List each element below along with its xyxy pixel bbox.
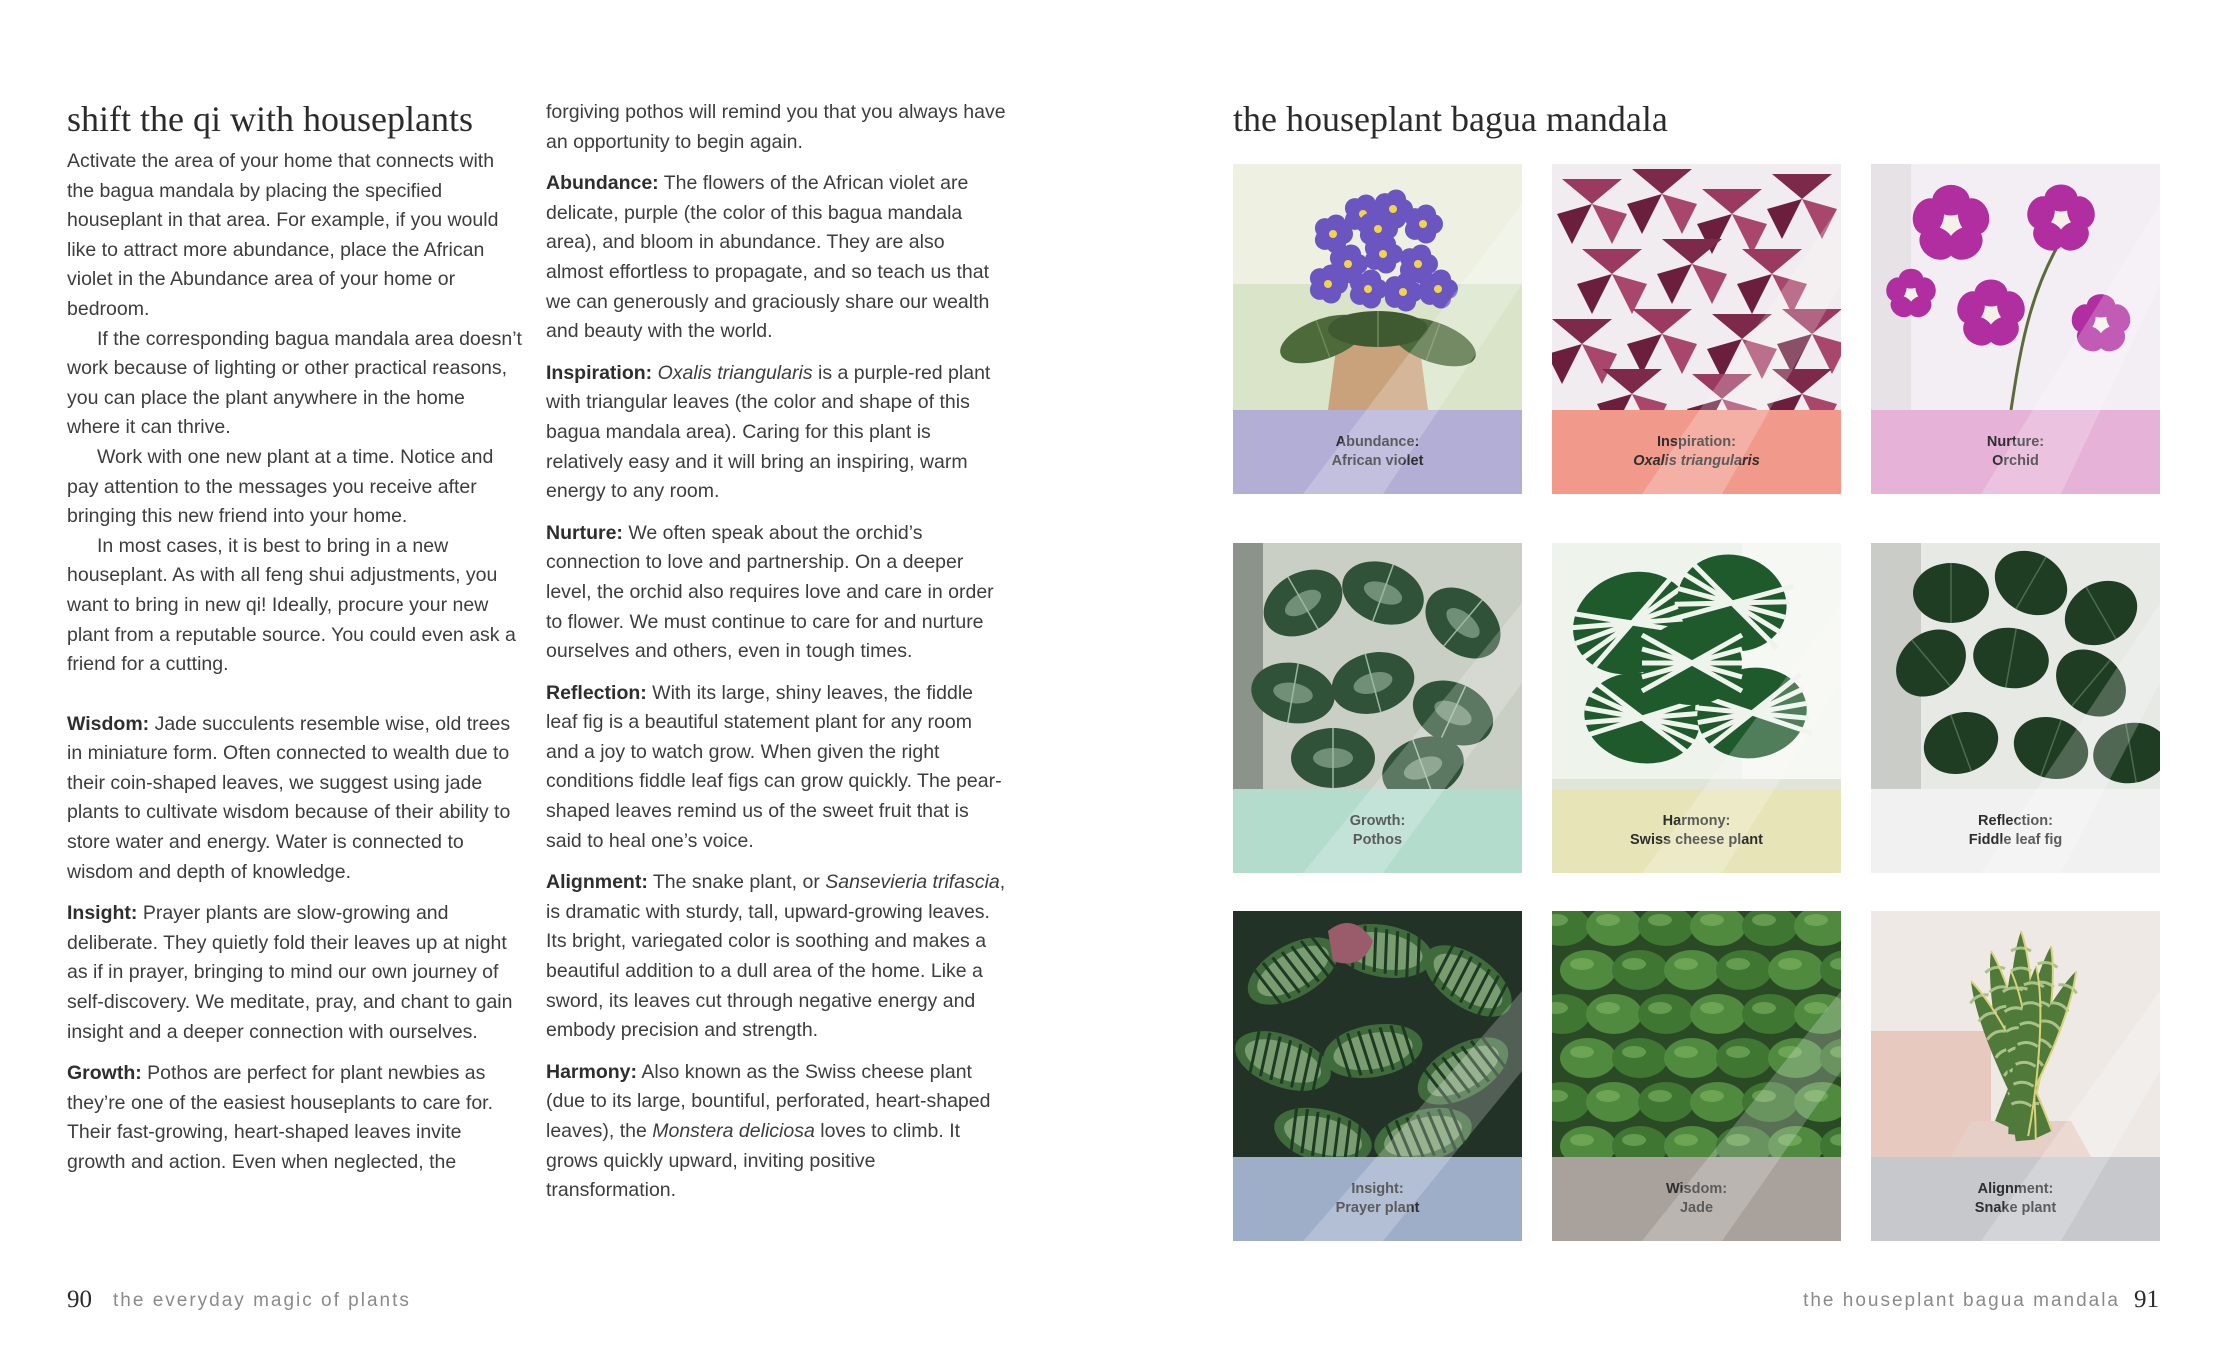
bagua-plant-label: Jade xyxy=(1679,1200,1714,1216)
bagua-plant-label: Pothos xyxy=(1352,832,1403,848)
prayer-plant-photo xyxy=(1233,911,1522,1157)
growth-continued-paragraph: forgiving pothos will remind you that you always have an opportunity to begin again. xyxy=(546,101,1006,153)
bagua-area-label: Reflection: xyxy=(1978,813,2053,829)
bagua-area-label: Insight: xyxy=(1351,1181,1404,1197)
right-running-footer: the houseplant bagua mandala xyxy=(1803,1290,2120,1311)
bagua-plant-label: Snake plant xyxy=(1974,1200,2057,1216)
bagua-tile-snake-plant xyxy=(1871,911,2160,1241)
right-page-title: the houseplant bagua mandala xyxy=(1233,99,1668,139)
bagua-area-label: Nurture: xyxy=(1986,434,2045,450)
one-plant-paragraph: Work with one new plant at a time. Notice and pay attention to the messages you receive after bringing this new friend into your home. xyxy=(67,445,494,528)
lighting-paragraph: If the corresponding bagua mandala area doesn’t work because of lighting or other practical reasons, you can place the plant anywhere in the home where it can thrive. xyxy=(67,327,522,439)
intro-paragraph: Activate the area of your home that connects with the bagua mandala by placing the specified houseplant in that area. For example, if you would like to attract more abundance, place the African violet in the Abundance area of your home or bedroom. xyxy=(67,150,499,320)
bagua-label-band xyxy=(1233,410,1522,494)
bagua-tile-monstera xyxy=(1552,543,1841,873)
bagua-area-label: Alignment: xyxy=(1977,1181,2054,1197)
orchid-photo xyxy=(1871,164,2160,410)
fiddle-leaf-fig-photo xyxy=(1871,543,2160,789)
bagua-plant-label: Fiddle leaf fig xyxy=(1968,832,2063,848)
new-qi-paragraph: In most cases, it is best to bring in a new houseplant. As with all feng shui adjustments, you want to bring in new qi! Ideally, procure your new plant from a reputable source. You could even ask a friend for a cutting. xyxy=(67,534,516,676)
bagua-plant-label: African violet xyxy=(1331,453,1424,469)
alignment-paragraph: Alignment: The snake plant, or Sansevieria trifascia, is dramatic with sturdy, tall, upward-growing leaves. Its bright, variegated color is soothing and makes a beautiful addition to a dull area of the home. Like a sword, its leaves cut through negative energy and embody precision and strength. xyxy=(546,871,1006,1042)
text-column-2 xyxy=(546,98,1006,1206)
snake-plant-photo xyxy=(1871,911,2160,1157)
left-page-number: 90 xyxy=(67,1286,92,1313)
african-violet-photo xyxy=(1233,164,1522,410)
bagua-label-band xyxy=(1871,1157,2160,1241)
nurture-paragraph: Nurture: We often speak about the orchid’s connection to love and partnership. On a deeper level, the orchid also requires love and care in order to flower. We must continue to care for and nurture ourselves and others, even in tough times. xyxy=(546,521,994,663)
abundance-paragraph: Abundance: The flowers of the African violet are delicate, purple (the color of this bagua mandala area), and bloom in abundance. They are also almost effortless to propagate, and so teach us that we can generously and graciously share our wealth and beauty with the world. xyxy=(546,172,990,343)
monstera-photo xyxy=(1552,543,1841,789)
bagua-label-band xyxy=(1233,789,1522,873)
bagua-tile-jade xyxy=(1552,911,1841,1241)
right-page-number: 91 xyxy=(2134,1286,2159,1313)
bagua-label-band xyxy=(1871,789,2160,873)
bagua-area-label: Abundance: xyxy=(1335,434,1420,450)
bagua-label-band xyxy=(1552,789,1841,873)
bagua-plant-label: Oxalis triangularis xyxy=(1633,453,1760,469)
growth-paragraph: Growth: Pothos are perfect for plant newbies as they’re one of the easiest houseplants to care for. Their fast-growing, heart-shaped leaves invite growth and action. Even when neglected, the xyxy=(67,1062,494,1173)
bagua-tile-orchid xyxy=(1871,164,2160,494)
bagua-area-label: Growth: xyxy=(1349,813,1406,829)
text-column-1 xyxy=(67,147,522,1178)
bagua-plant-label: Swiss cheese plant xyxy=(1630,832,1763,848)
bagua-label-band xyxy=(1871,410,2160,494)
bagua-label-band xyxy=(1233,1157,1522,1241)
insight-paragraph: Insight: Prayer plants are slow-growing and deliberate. They quietly fold their leaves up at night as if in prayer, bringing to mind our own journey of self-discovery. We meditate, pray, and chant to gain insight and a deeper connection with ourselves. xyxy=(67,902,513,1043)
bagua-area-label: Wisdom: xyxy=(1665,1181,1728,1197)
bagua-area-label: Inspiration: xyxy=(1657,434,1736,450)
bagua-tile-african-violet xyxy=(1233,164,1522,494)
bagua-plant-label: Prayer plant xyxy=(1335,1200,1420,1216)
bagua-tile-prayer-plant xyxy=(1233,911,1522,1241)
bagua-label-band xyxy=(1552,1157,1841,1241)
jade-photo xyxy=(1552,911,1841,1157)
bagua-tile-fiddle-leaf-fig xyxy=(1871,543,2160,873)
wisdom-paragraph: Wisdom: Jade succulents resemble wise, old trees in miniature form. Often connected to wealth due to their coin-shaped leaves, we suggest using jade plants to cultivate wisdom because of their ability to store water and energy. Water is connected to wisdom and depth of knowledge. xyxy=(67,712,511,883)
harmony-paragraph: Harmony: Also known as the Swiss cheese plant (due to its large, bountiful, perforated, heart-shaped leaves), the Monstera deliciosa loves to climb. It grows quickly upward, inviting positive transformation. xyxy=(546,1060,991,1202)
bagua-tile-pothos xyxy=(1233,543,1522,873)
pothos-photo xyxy=(1233,543,1522,789)
bagua-plant-label: Orchid xyxy=(1992,453,2039,469)
bagua-label-band xyxy=(1552,410,1841,494)
bagua-tile-oxalis xyxy=(1552,164,1841,494)
oxalis-photo xyxy=(1552,164,1841,410)
reflection-paragraph: Reflection: With its large, shiny leaves, the fiddle leaf fig is a beautiful statement plant for any room and a joy to watch grow. When given the right conditions fiddle leaf figs can grow quickly. The pear-shaped leaves remind us of the sweet fruit that is said to heal one’s voice. xyxy=(546,681,1002,852)
bagua-area-label: Harmony: xyxy=(1662,813,1731,829)
left-page-title: shift the qi with houseplants xyxy=(67,99,473,139)
inspiration-paragraph: Inspiration: Oxalis triangularis is a purple-red plant with triangular leaves (the color and shape of this bagua mandala area). Caring for this plant is relatively easy and it will bring an inspiring, warm energy to any room. xyxy=(546,361,991,503)
left-running-footer: the everyday magic of plants xyxy=(113,1290,411,1311)
